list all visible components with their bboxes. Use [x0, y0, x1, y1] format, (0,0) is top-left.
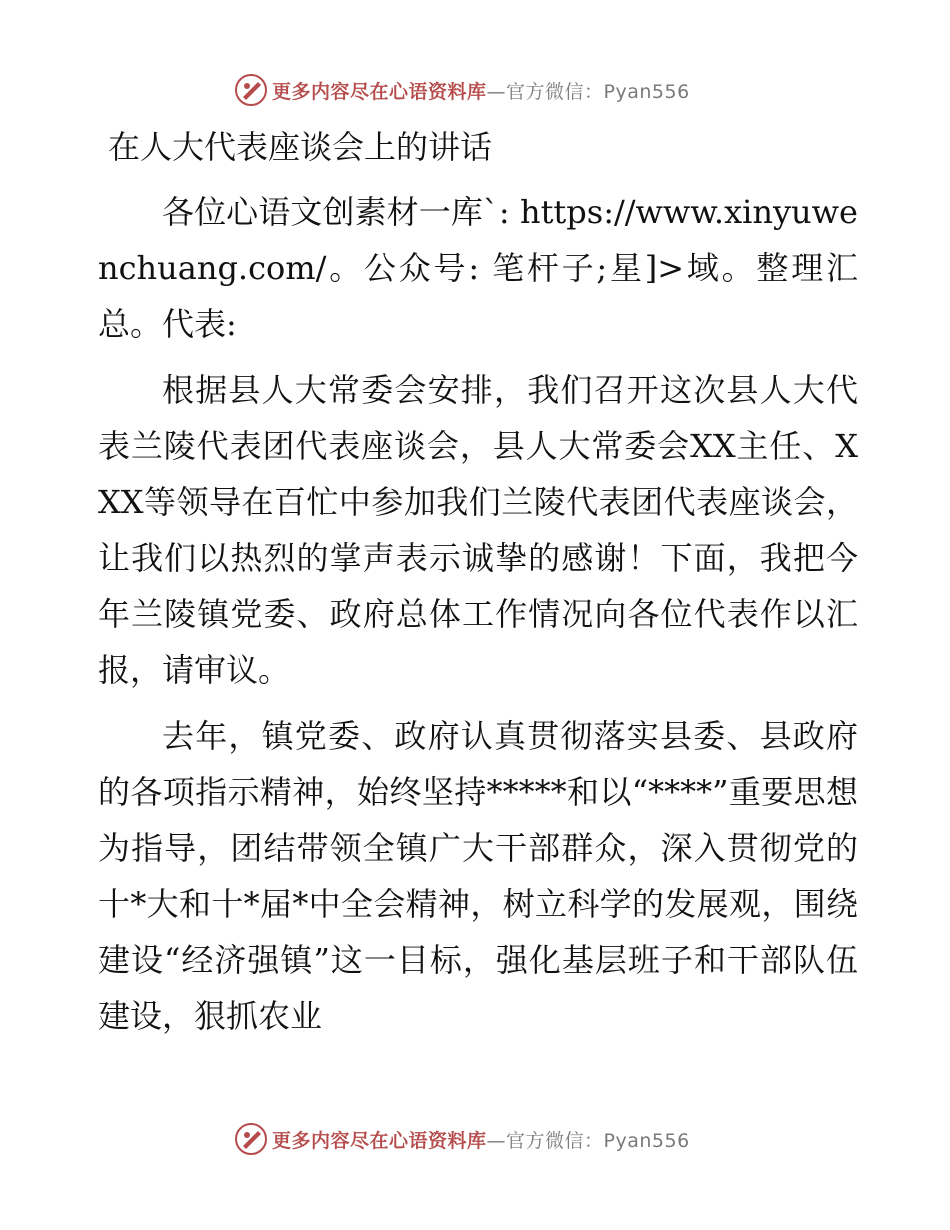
banner-main-text: 更多内容尽在心语资料库 [272, 80, 487, 103]
paragraph-2: 根据县人大常委会安排，我们召开这次县人大代表兰陵代表团代表座谈会，县人大常委会XX主任、XXX等领导在百忙中参加我们兰陵代表团代表座谈会，让我们以热烈的掌声表示诚挚的感谢！下面，我把今年兰陵镇党委、政府总体工作情况向各位代表作以汇报，请审议。 [98, 371, 858, 689]
banner-main-text: 更多内容尽在心语资料库 [272, 1129, 487, 1152]
banner-sub-text: —官方微信：Pyan556 [486, 1129, 690, 1152]
paragraph-3: 去年，镇党委、政府认真贯彻落实县委、县政府的各项指示精神，始终坚持*****和以“****”重要思想为指导，团结带领全镇广大干部群众，深入贯彻党的十*大和十*届*中全会精神，树立科学的发展观，围绕建设“经济强镇”这一目标，强化基层班子和干部队伍建设，狠抓农业 [98, 717, 858, 1035]
banner-sub-text: —官方微信：Pyan556 [486, 80, 690, 103]
brand-logo-icon [234, 1122, 268, 1156]
document-body [98, 124, 858, 1054]
footer-watermark-banner [234, 1121, 690, 1157]
document-title: 在人大代表座谈会上的讲话 [108, 128, 493, 166]
header-watermark-banner [234, 72, 690, 108]
paragraph-1: 各位心语文创素材一库`: https://www.xinyuwenchuang.com/。公众号: 笔杆子;星]>域。整理汇总。代表: [98, 193, 858, 343]
brand-logo-icon [234, 73, 268, 107]
